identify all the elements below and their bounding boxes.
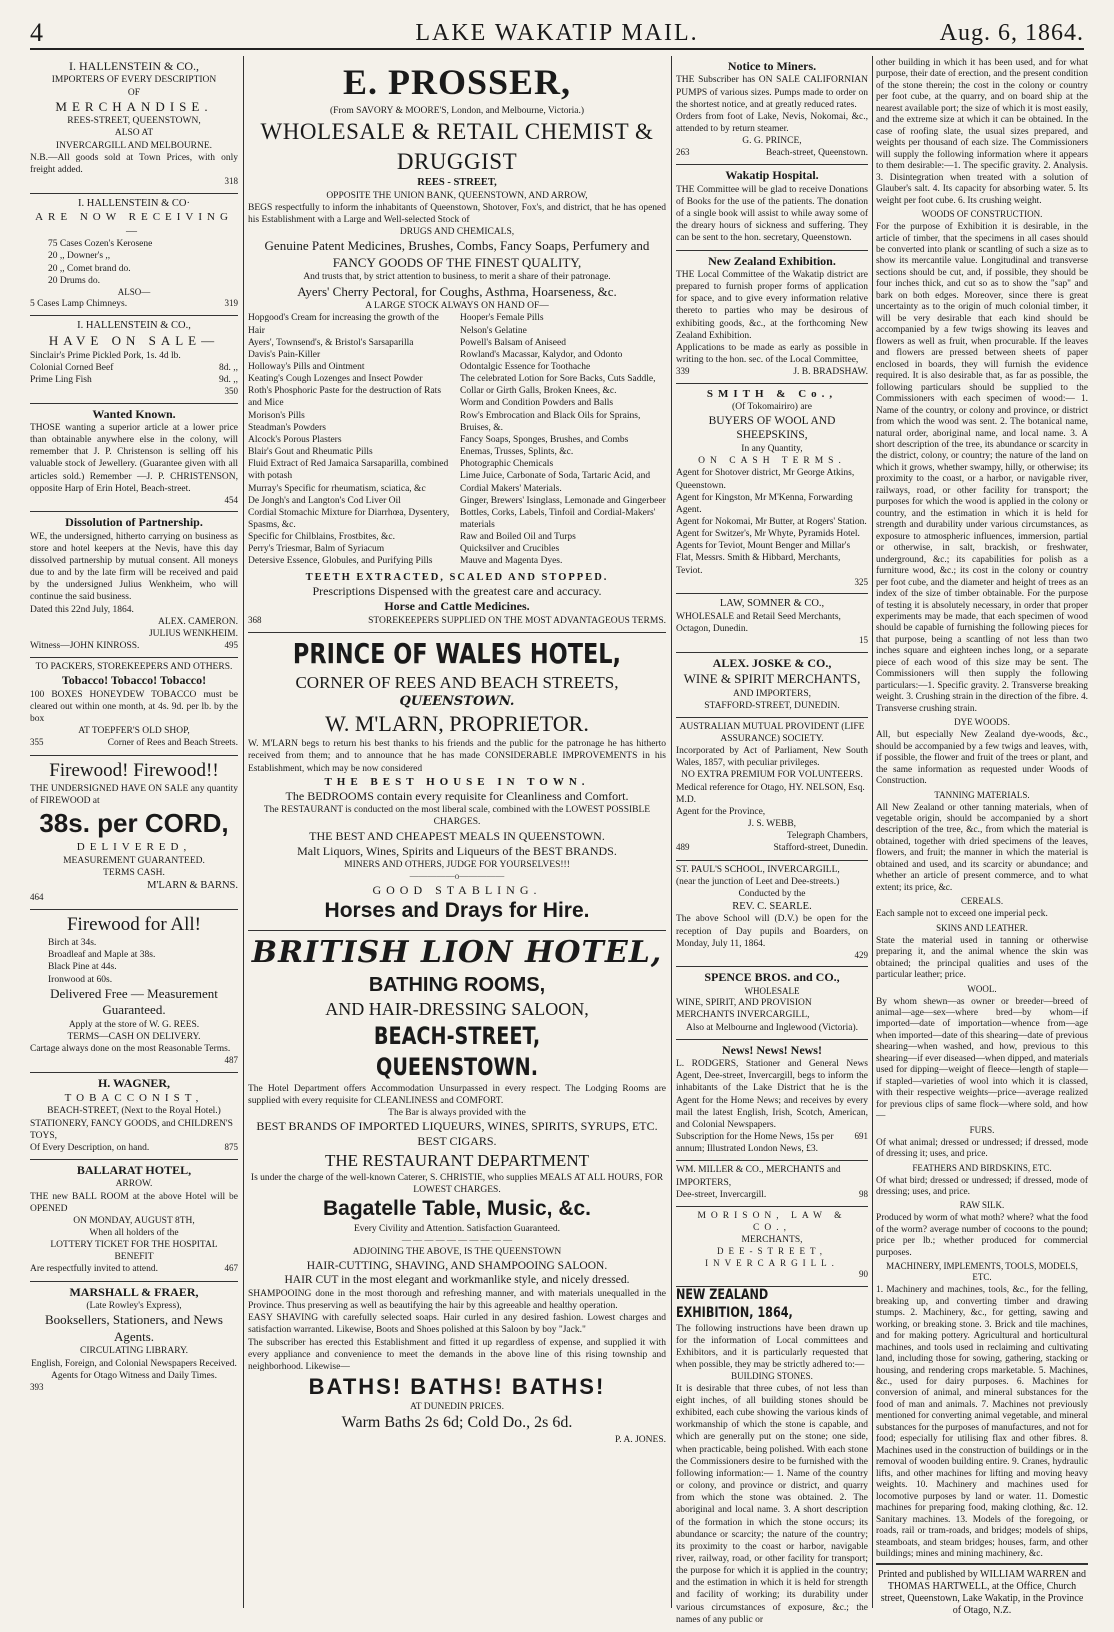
medicine-list-item: Morison's Pills xyxy=(248,410,305,421)
ad-notice-to-miners: Notice to Miners. THE Subscriber has ON SALE CALIFORNIAN PUMPS of various sizes. Pumps made to order on the shortest notice, and at greatly reduced rates. Orders from foot of Lake, Nevis, Nokomai, &c., attended to by return steamer. G. G. PRINCE, 263 Beach-street, Queenstown. xyxy=(676,56,868,165)
column-3 xyxy=(676,56,868,1625)
ad-firewood-cord: Firewood! Firewood!! THE UNDERSIGNED HAVE ON SALE any quantity of FIREWOOD at 38s. per CORD, DELIVERED, MEASUREMENT GUARANTEED. TERMS CASH. M'LARN & BARNS. 464 xyxy=(30,756,238,910)
medicine-list-item: Keating's Cough Lozenges and Insect Powder xyxy=(248,374,423,385)
ad-law-somner: LAW, SOMNER & CO., WHOLESALE and Retail Seed Merchants, Octagon, Dunedin. 15 xyxy=(676,594,868,652)
column-rule xyxy=(671,56,672,1608)
ad-marshall-fraer: MARSHALL & FRAER, (Late Rowley's Express), Booksellers, Stationers, and News Agents. CIRCULATING LIBRARY. English, Foreign, and Colonial Newspapers Received. Agents for Otago Witness and Daily Times. 393 xyxy=(30,1284,237,1392)
ad-wakatip-hospital: Wakatip Hospital. THE Committee will be glad to receive Donations of Books for the use of the patients. The donation of a single book will assist to while away some of the dreary hours of sickness and suffering. They can be sent to the hon. secretary, Queenstown. xyxy=(676,165,868,250)
medicine-list-item: Roth's Phosphoric Paste for the destruction of Rats and Mice xyxy=(248,386,442,409)
ad-prince-of-wales-hotel: PRINCE OF WALES HOTEL, CORNER OF REES AND BEACH STREETS, QUEENSTOWN. W. M'LARN, PROPRIETOR. W. M'LARN begs to return his best thanks to his friends and the public for the patronage he has hitherto received from them; and to announce that he has made CONSIDERABLE IMPROVEMENTS in his Establishment, which may be now considered THE BEST HOUSE IN TOWN. The BEDROOMS contain every requisite for Cleanliness and Comfort. The RESTAURANT is conducted on the most liberal scale, combined with the LOWEST POSSIBLE CHARGES. THE BEST AND CHEAPEST MEALS IN QUEENSTOWN. Malt Liquors, Wines, Spirits and Liqueurs of the BEST BRANDS. MINERS AND OTHERS, JUDGE FOR YOURSELVES!!! —————o————— GOOD STABLING. Horses and Drays for Hire. xyxy=(248,633,666,931)
ad-st-pauls-school: ST. PAUL'S SCHOOL, INVERCARGILL, (near the junction of Leet and Dee-streets.) Conducted by the REV. C. SEARLE. The above School will (D.V.) be open for the reception of Day pupils and Boarders, on Monday, July 11, 1864. 429 xyxy=(676,861,868,968)
ad-hallenstein-receiving: I. HALLENSTEIN & CO· ARE NOW RECEIVING— 75 Cases Cozen's Kerosene 20 ,, Downer's ,, 20 ,, Comet brand do. 20 Drums do. ALSO— 5 Cases Lamp Chimneys. 319 xyxy=(30,194,238,317)
ad-amp-society: AUSTRALIAN MUTUAL PROVIDENT (LIFE ASSURANCE) SOCIETY. Incorporated by Act of Parliament, New South Wales, 1857, with peculiar privileges. NO EXTRA PREMIUM FOR VOLUNTEERS. Medical reference for Otago, HY. NELSON, Esq. M.D. Agent for the Province, J. S. WEBB, Telegraph Chambers, 489 Stafford-street, Dunedin. xyxy=(676,718,868,861)
medicine-list-item: Alcock's Porous Plasters xyxy=(248,434,342,445)
medicine-list-item: Fancy Soaps, Sponges, Brushes, and Combs xyxy=(460,434,629,445)
column-rule xyxy=(872,56,873,1608)
medicine-list-item: Cordial Stomachic Mixture for Diarrhœa, Dysentery, Spasms, &c. xyxy=(248,507,450,531)
medicine-list-item: Hopgood's Cream for increasing the growth of the Hair xyxy=(248,313,439,336)
medicine-list-item: Odontalgic Essence for Toothache xyxy=(460,361,591,372)
medicine-list-item: Ginger, Brewers' Isinglass, Lemonade and Gingerbeer Bottles, Corks, Labels, Tinfoil and Cordial-Makers' materials xyxy=(460,495,666,531)
medicine-list-item: Mauve and Magenta Dyes. xyxy=(460,556,563,567)
medicine-list-item: Specific for Chilblains, Frostbites, &c. xyxy=(248,532,395,543)
medicine-list-item: De Jongh's and Langton's Cod Liver Oil xyxy=(248,495,401,506)
ad-spence-bros: SPENCE BROS. and CO., WHOLESALE WINE, SPIRIT, AND PROVISION MERCHANTS INVERCARGILL, Also at Melbourne and Inglewood (Victoria). xyxy=(676,967,868,1039)
ad-alex-joske: ALEX. JOSKE & CO., WINE & SPIRIT MERCHANTS, AND IMPORTERS, STAFFORD-STREET, DUNEDIN. xyxy=(676,653,868,718)
medicine-list-item: Detersive Essence, Globules, and Purifying Pills xyxy=(248,556,433,567)
ad-miller: WM. MILLER & CO., MERCHANTS and IMPORTERS, Dee-street, Invercargill. 98 xyxy=(676,1161,868,1206)
ad-nz-exhibition-committee: New Zealand Exhibition. THE Local Committee of the Wakatip district are prepared to furnish proper forms of application for space, and to give every information relative thereto to parties who may be desirous of exhibiting goods, &c., at the forthcoming New Zealand Exhibition. Applications to be made as early as possible in writing to the hon. sec. of the Local Committee, 339 J. B. BRADSHAW. xyxy=(676,251,868,385)
newspaper-title: LAKE WAKATIP MAIL. xyxy=(415,20,699,46)
medicine-list-item: Powell's Balsam of Aniseed xyxy=(460,337,566,348)
medicine-list-item: Lime Juice, Carbonate of Soda, Tartaric Acid, and Cordial Makers' Materials. xyxy=(460,471,651,494)
article-nz-exhibition: NEW ZEALAND EXHIBITION, 1864, The following instructions have been drawn up for the information of Local committees and Exhibitors, and it is particularly requested that when possible, they may be strictly adhered to:— BUILDING STONES. It is desirable that three cubes, of not less than eight inches, of all building stones should be exhibited, each cube showing the various kinds of workmanship of which the stone is capable, and which are generally put on the stone; one side, when practicable, being polished. With each stone the Commissioners desire to be furnished with the following information:— 1. Name of the country or colony, and province or district, and quarry from which the stone was obtained. 2. The aboriginal and local name. 3. A short description of the formation in which the stone occurs; its abundance or scarcity; the nature of the country; its proximity to the coast or harbor, navigable river, railway, road, or other facility for transport; the purpose for which it is applied in the country; and the estimation in which it is held for strength and facility of working; its durability under various circumstances of exposure, &c.; the names of any public or xyxy=(676,1286,868,1625)
medicine-list-item: Davis's Pain-Killer xyxy=(248,349,321,360)
medicine-list-left xyxy=(248,312,454,567)
ad-tobacco: TO PACKERS, STOREKEEPERS AND OTHERS. Tobacco! Tobacco! Tobacco! 100 BOXES HONEYDEW TOBACCO must be cleared out within one month, at 4s. 9d. per lb. by the box AT TOEPFER'S OLD SHOP, 355 Corner of Rees and Beach Streets. xyxy=(30,658,238,755)
medicine-list-item: Hooper's Female Pills xyxy=(460,313,544,324)
medicine-list-item: Fluid Extract of Red Jamaica Sarsaparilla, combined with potash xyxy=(248,459,449,482)
ad-dissolution: Dissolution of Partnership. WE, the undersigned, hitherto carrying on business as store and hotel keepers at the Nevis, have this day dissolved partnership by mutual consent. All moneys due to and by the late firm will be received and paid by the undersigned Julius Wenkheim, who will continue the said business. Dated this 22nd July, 1864. ALEX. CAMERON. JULIUS WENKHEIM. Witness—JOHN KINROSS. 495 xyxy=(30,512,238,658)
ad-firewood-for-all: Firewood for All! Birch at 34s. Broadleaf and Maple at 38s. Black Pine at 44s. Ironwood at 60s. Delivered Free — Measurement Guaranteed. Apply at the store of W. G. REES. TERMS—CASH ON DELIVERY. Cartage always done on the most Reasonable Terms. 487 xyxy=(30,910,238,1073)
issue-date: Aug. 6, 1864. xyxy=(939,20,1084,46)
medicine-list xyxy=(248,312,666,567)
medicine-list-right xyxy=(460,312,666,567)
ad-hallenstein-merchandise: I. HALLENSTEIN & CO., IMPORTERS OF EVERY DESCRIPTION OF MERCHANDISE. REES-STREET, QUEENSTOWN, ALSO AT INVERCARGILL AND MELBOURNE. N.B.—All goods sold at Town Prices, with only freight added. 318 xyxy=(30,56,238,194)
medicine-list-item: Nelson's Gelatine xyxy=(460,325,527,336)
column-4: other building in which it has been used, and for what purpose, their date of erection, and the present condition of the stone therein; the cost in the colony or country per foot cube, at the quarry, and on board ship at the nearest available port; the size of which it is most easily, and the extreme size at which it can be obtained. In the case of roofing slate, the usual sizes prepared, and weights per thousand of each size. The Commissioners will supply the following information where it appears to them desirable:—1. The specific gravity. 2. Analysis. 3. Disintegration when treated with a solution of Glauber's salt. 4. Its capacity for absorbing water. 5. Its weight per foot cube. 6. Its crushing weight. WOODS OF CONSTRUCTION. For the purpose of Exhibition it is desirable, in the article of timber, that the specimens in all cases should be converted into plank or scantling of such a size as to show its mercantile value. Longitudinal and transverse sections should be cut, and, if possible, they should be four inches thick, and cut so as to show the "sap" and bark on both edges. Moreover, since there is great uncertainty as to the origin of much colonial timber, it will be very desirable that each kind should be accompanied by a few twigs showing its leaves and flowers as well as fruit, when procurable. If the leaves and flowers are pressed between sheets of paper enclosed in boards, they will furnish the evidence required. It is also desirable that, as far as possible, the following particulars should be supplied to the Commissioners with each specimen of wood:— 1. Name of the country, or colony and province, or district from which the wood was sent. 2. The botanical name, natural order, aboriginal name, and local name. 3. A short description of the tree, its abundance or scarcity in the district, colony, or country; the nature of the land on which it grows, whether swampy, hilly, or otherwise; its proximity to the coast, or a harbor, or navigable river, railways, road, or other facility for transport; the purposes for which the wood is applied in the colony or country, and the estimation in which it is held for strength and durability under various circumstances, as exposure to atmospheric influences, immersion, partial or otherwise, in salt, brackish, or freshwater, underground, &c.; its capabilities for polish as a furniture wood, &c.; its cost in the colony or country per foot cube, and the diameter and height of trees as an index of the size of timber obtainable. For the purpose of testing it is absolutely necessary, in order that proper experiments may be made, that each specimen of wood should be capable of furnishing the following pieces for that purpose, being a scantling of not less than two inches square and eighteen inches long, or a separate piece of each wood of this size may be sent. The Commissioners will then supply the following particulars:—1. Specific gravity. 2. Transverse breaking weight. 3. Crushing strain in the direction of the fibre. 4. Transverse crushing strain. DYE WOODS. All, but especially New Zealand dye-woods, &c., should be accompanied by a few twigs and leaves, with, if possible, the flower and fruit of the trees or plant, and the same information as requested under Woods of Construction. TANNING MATERIALS. All New Zealand or other tanning materials, when of vegetable origin, should be accompanied by a short description of the tree, &c., from which the material is obtained, together with dried specimens of the leaves, flowers, and fruit; the manner in which the material is obtained and used, and its scarcity or abundance; and whether an article of present commerce, and to what extent; its price, &c. CEREALS. Each sample not to exceed one imperial peck. SKINS AND LEATHER. State the material used in tanning or otherwise preparing it, and the animal whence the skin was obtained; the principal qualities and uses of the particular leather; price. WOOL. By whom shewn—as owner or breeder—breed of animal—age—sex—where bred—by whom—if imported—date of importation—whence from—age when imported—date of this shearing—date of previous shearing—when washed, and how, previous to this shearing—if ever diseased—when dipped, and materials used for dipping—weight of fleece—length of staple—if stapled—varieties of wool into which it is classed, with their respective weights—price—average realized for previous clips of same flock—where sold, and how— FURS. Of what animal; dressed or undressed; if dressed, mode of dressing it; uses, and price. FEATHERS AND BIRDSKINS, ETC. Of what bird; dressed or undressed; if dressed, mode of dressing; uses, and price. RAW SILK. Produced by worm of what moth? where? what the food of the worm? average number of cocoons to the pound; price per lb.; whether produced for commercial purposes. MACHINERY, IMPLEMENTS, TOOLS, MODELS, ETC. 1. Machinery and machines, tools, &c., for the felling, breaking up, and converting timber and drawing stumps. 2. Machinery, &c., for getting, sawing and working, or breaking stone. 3. Brick and tile machines, and for making pottery. Agricultural and horticultural machines, and tools used in reclaiming and cultivating land, including those for sowing, gathering, stacking or housing, and rendering crops marketable. 5. Machines, &c., used for dairy purposes. 6. Machines for conversion of animal, and mineral substances for the food of man and animals. 7. Machines not previously mentioned for converting animal vegetable, and mineral substances for the purposes of manufactures, and not for food; especially for utilising flax and other fibres. 8. Machines used in the construction of buildings or in the removal of wooden building entire. 9. Cranes, hydraulic lifts, and other machines for lifting and moving heavy weights. 10. Machinery and machines used for locomotive purposes by land or water. 11. Domestic machines for preparing food, making clothing, &c. 12. Sanitary machines. 13. Models of the foregoing, or roads, rail or tram-roads, and bridges; models of ships, steamboats, and steam bridges; houses, farm, and other buildings; mines and mining machinery, &c. Printed and published by WILLIAM WARREN and THOMAS HARTWELL, at the Office, Church street, Queenstown, Lake Wakatip, in the Province of Otago, N.Z. xyxy=(876,58,1088,1617)
column-rule xyxy=(243,56,244,1608)
column-2 xyxy=(248,56,666,1608)
medicine-list-item: Blair's Gout and Rheumatic Pills xyxy=(248,447,373,458)
medicine-list-item: Murray's Specific for rheumatism, sciatica, &c xyxy=(248,483,426,494)
imprint: Printed and published by WILLIAM WARREN and THOMAS HARTWELL, at the Office, Church street, Queenstown, Lake Wakatip, in the Province of Otago, N.Z. xyxy=(876,1563,1088,1618)
medicine-list-item: The celebrated Lotion for Sore Backs, Cuts Saddle, Collar or Girth Galls, Broken Knees, &c. xyxy=(460,374,656,397)
medicine-list-item: Steadman's Powders xyxy=(248,422,326,433)
medicine-list-item: Perry's Triesmar, Balm of Syriacum xyxy=(248,544,385,555)
ad-news-rodgers: News! News! News! L. RODGERS, Stationer and General News Agent, Dee-street, Invercargill, begs to inform the inhabitants of the Lake District that he is the Agent for the Home News; and receives by every mail the latest English, Irish, Scotch, American, and Colonial Newspapers. Subscription for the Home News, 15s per annum; Illustrated London News, £3. 691 xyxy=(676,1040,868,1162)
medicine-list-item: Row's Embrocation and Black Oils for Sprains, Bruises, &. xyxy=(460,410,641,433)
ad-wanted-known: Wanted Known. THOSE wanting a superior article at a lower price than obtainable anywhere else in the colony, will remember that J. P. Christenson is selling off his valuable stock of Jewellery. (Guarantee given with all articles sold.) Remember —J. P. CHRISTENSON, opposite Harp of Erin Hotel, Beach-street. 454 xyxy=(30,404,238,513)
page-number: 4 xyxy=(30,18,43,47)
column-1 xyxy=(30,56,238,1608)
medicine-list-item: Rowland's Macassar, Kalydor, and Odonto xyxy=(460,349,623,360)
medicine-list-item: Raw and Boiled Oil and Turps xyxy=(460,532,576,543)
medicine-list-item: Quicksilver and Crucibles xyxy=(460,544,560,555)
medicine-list-item: Holloway's Pills and Ointment xyxy=(248,361,365,372)
medicine-list-item: Photographic Chemicals xyxy=(460,459,554,470)
ad-british-lion-hotel: BRITISH LION HOTEL, BATHING ROOMS, AND HAIR-DRESSING SALOON, BEACH-STREET, QUEENSTOWN. The Hotel Department offers Accommodation Unsurpassed in every respect. The Lodging Rooms are supplied with every requisite for CLEANLINESS and COMFORT. The Bar is always provided with the BEST BRANDS OF IMPORTED LIQUEURS, WINES, SPIRITS, SYRUPS, ETC. BEST CIGARS. THE RESTAURANT DEPARTMENT Is under the charge of the well-known Caterer, S. CHRISTIE, who supplies MEALS AT ALL HOURS, FOR LOWEST CHARGES. Bagatelle Table, Music, &c. Every Civility and Attention. Satisfaction Guaranteed. — — — — — — — — — — ADJOINING THE ABOVE, IS THE QUEENSTOWN HAIR-CUTTING, SHAVING, AND SHAMPOOING SALOON. HAIR CUT in the most elegant and workmanlike style, and nicely dressed. SHAMPOOING done in the most thorough and refreshing manner, and with materials unequalled in the Province. Thus preserving as well as beautifying the hair by this agreeable and healthy operation. EASY SHAVING with carefully selected soaps. Hair curled in any desired fashion. Lowest charges and satisfaction warranted. Likewise, Boots and Shoes polished at this Saloon by boy "Jack." The subscriber has erected this Establishment and fitted it up regardless of expense, and supplied it with every appliance and convenience to meet the demands in the above line of this rising township and neighborhood. Likewise— BATHS! BATHS! BATHS! AT DUNEDIN PRICES. Warm Baths 2s 6d; Cold Do., 2s 6d. P. A. JONES. xyxy=(248,935,666,1445)
masthead xyxy=(30,14,1084,50)
ad-hallenstein-on-sale: I. HALLENSTEIN & CO., HAVE ON SALE— Sinclair's Prime Pickled Pork, 1s. 4d lb. Colonial Corned Beef 8d. ,, Prime Ling Fish 9d. ,, 350 xyxy=(30,316,238,403)
ad-morison-law: MORISON, LAW & CO., MERCHANTS, DEE-STREET, INVERCARGILL. 90 xyxy=(676,1207,868,1287)
medicine-list-item: Worm and Condition Powders and Balls xyxy=(460,398,614,409)
medicine-list-item: Enemas, Trusses, Splints, &c. xyxy=(460,447,574,458)
ad-smith-co: SMITH & Co., (Of Tokomairiro) are BUYERS OF WOOL AND SHEEPSKINS, In any Quantity, ON CASH TERMS. Agent for Shotover district, Mr George Atkins, Queenstown. Agent for Kingston, Mr M'Kenna, Forwarding Agent. Agent for Nokomai, Mr Butter, at Rogers' Station. Agent for Switzer's, Mr Whyte, Pyramids Hotel. Agents for Teviot, Mount Benger and Millar's Flat, Messrs. Smith & Hibbard, Merchants, Teviot. 325 xyxy=(676,384,868,594)
ad-wagner: H. WAGNER, TOBACCONIST, BEACH-STREET, (Next to the Royal Hotel.) STATIONERY, FANCY GOODS, and CHILDREN'S TOYS, Of Every Description, on hand. 875 xyxy=(30,1073,238,1160)
ad-ballarat-hotel: BALLARAT HOTEL, ARROW. THE new BALL ROOM at the above Hotel will be OPENED ON MONDAY, AUGUST 8TH, When all holders of the LOTTERY TICKET FOR THE HOSPITAL BENEFIT Are respectfully invited to attend. 467 xyxy=(30,1160,238,1282)
medicine-list-item: Ayers', Townsend's, & Bristol's Sarsaparilla xyxy=(248,337,414,348)
ad-prosser-chemist: E. PROSSER, (From SAVORY & MOORE'S, London, and Melbourne, Victoria.) WHOLESALE & RETAIL CHEMIST & DRUGGIST REES - STREET, OPPOSITE THE UNION BANK, QUEENSTOWN, AND ARROW, BEGS respectfully to inform the inhabitants of Queenstown, Shotover, Fox's, and district, that he has opened his Establishment with a Large and Well-selected Stock of DRUGS AND CHEMICALS, Genuine Patent Medicines, Brushes, Combs, Fancy Soaps, Perfumery and FANCY GOODS OF THE FINEST QUALITY, And trusts that, by strict attention to business, to merit a share of their patronage. Ayers' Cherry Pectoral, for Coughs, Asthma, Hoarseness, &c. A LARGE STOCK ALWAYS ON HAND OF— Hopgood's Cream for increasing the growth of the Hair Ayers', Townsend's, & Bristol's Sarsaparilla Davis's Pain-Killer Holloway's Pills and Ointment Keating's Cough Lozenges and Insect Powder Roth's Phosphoric Paste for the destruction of Rats and Mice Morison's Pills Steadman's Powders Alcock's Porous Plasters Blair's Gout and Rheumatic Pills Fluid Extract of Red Jamaica Sarsaparilla, combined with potash Murray's Specific for rheumatism, sciatica, &c De Jongh's and Langton's Cod Liver Oil Cordial Stomachic Mixture for Diarrhœa, Dysentery, Spasms, &c. Specific for Chilblains, Frostbites, &c. Perry's Triesmar, Balm of Syriacum Detersive Essence, Globules, and Purifying Pills Hooper's Female Pills Nelson's Gelatine Powell's Balsam of Aniseed Rowland's Macassar, Kalydor, and Odonto Odontalgic Essence for Toothache The celebrated Lotion for Sore Backs, Cuts Saddle, Collar or Girth Galls, Broken Knees, &c. Worm and Condition Powders and Balls Row's Embrocation and Black Oils for Sprains, Bruises, &. Fancy Soaps, Sponges, Brushes, and Combs Enemas, Trusses, Splints, &c. Photographic Chemicals Lime Juice, Carbonate of Soda, Tartaric Acid, and Cordial Makers' Materials. Ginger, Brewers' Isinglass, Lemonade and Gingerbeer Bottles, Corks, Labels, Tinfoil and Cordial-Makers' materials Raw and Boiled Oil and Turps Quicksilver and Crucibles Mauve and Magenta Dyes. TEETH EXTRACTED, SCALED AND STOPPED. Prescriptions Dispensed with the greatest care and accuracy. Horse and Cattle Medicines. 368 STOREKEEPERS SUPPLIED ON THE MOST ADVANTAGEOUS TERMS. xyxy=(248,56,666,633)
